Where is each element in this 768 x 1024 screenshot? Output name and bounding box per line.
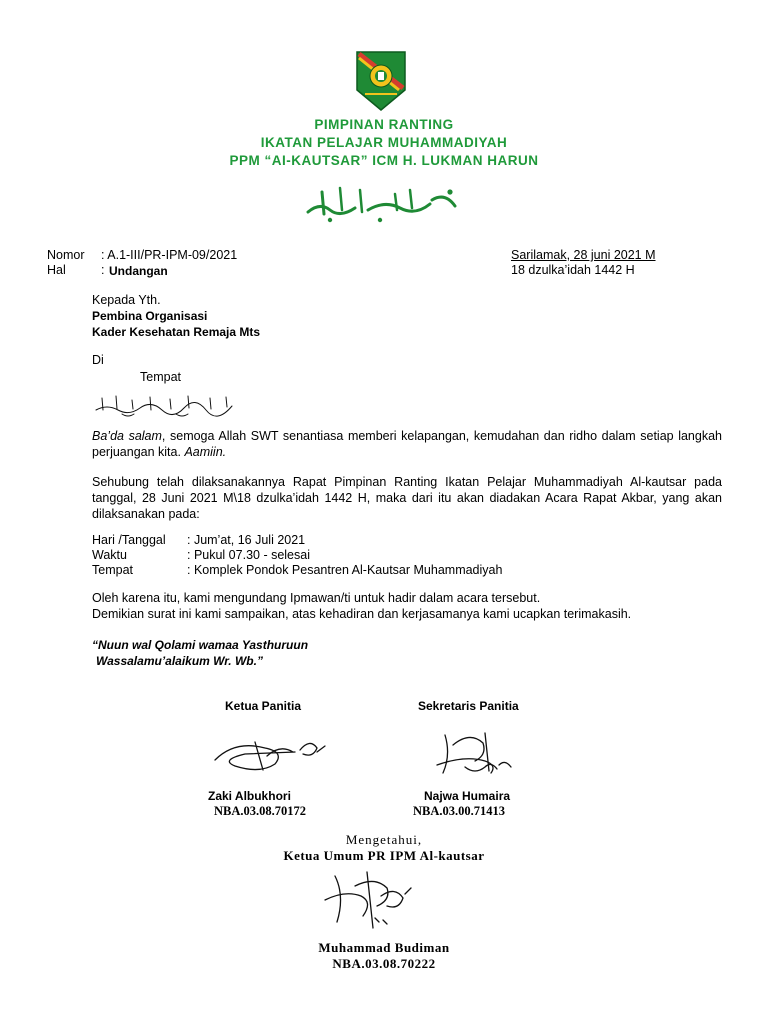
- motto-line1: “Nuun wal Qolami wamaa Yasthuruun: [92, 638, 309, 652]
- greeting-italic: Ba’da salam: [92, 429, 162, 443]
- detail-label-date: Hari /Tanggal: [92, 533, 166, 547]
- basmalah-calligraphy: [300, 182, 465, 227]
- right-signer-title: Sekretaris Panitia: [418, 699, 519, 713]
- nomor-label: Nomor: [47, 248, 85, 262]
- left-signer-name: Zaki Albukhori: [208, 789, 291, 803]
- recipient-tempat: Tempat: [140, 370, 181, 384]
- right-signer-nba: NBA.03.00.71413: [413, 804, 506, 818]
- detail-value-time: : Pukul 07.30 - selesai: [187, 548, 310, 562]
- closing-line1: Oleh karena itu, kami mengundang Ipmawan/ti untuk hadir dalam acara tersebut.: [92, 591, 541, 605]
- chair-title: Ketua Umum PR IPM Al-kautsar: [283, 848, 485, 863]
- greeting-amin: Aamiin.: [184, 445, 227, 459]
- chair-nba: NBA.03.08.70222: [332, 956, 436, 971]
- hal-label: Hal: [47, 263, 66, 277]
- recipient-line2: Kader Kesehatan Remaja Mts: [92, 325, 261, 339]
- right-signer-name: Najwa Humaira: [424, 789, 511, 803]
- detail-label-place: Tempat: [92, 563, 133, 577]
- org-header-line1: PIMPINAN RANTING: [314, 117, 454, 132]
- detail-value-place: : Komplek Pondok Pesantren Al-Kautsar Muhammadiyah: [187, 563, 503, 577]
- left-signature: [205, 730, 340, 780]
- announcement-paragraph: Sehubung telah dilaksanakannya Rapat Pimpinan Ranting Ikatan Pelajar Muhammadiyah Al-kautsar pada tanggal, 28 Juni 2021 M\18 dzulka’idah 1442 H, maka dari itu akan diadakan Acara Rapat Akbar, yang akan dilaksanakan pada:: [92, 475, 722, 521]
- ipm-logo: [355, 50, 407, 112]
- recipient-greeting: Kepada Yth.: [92, 293, 161, 307]
- detail-value-date: : Jum’at, 16 Juli 2021: [187, 533, 306, 547]
- hal-colon: :: [101, 263, 105, 277]
- closing-line2: Demikian surat ini kami sampaikan, atas kehadiran dan kerjasamanya kami ucapkan terimakasih.: [92, 607, 632, 621]
- nomor-value: : A.1-III/PR-IPM-09/2021: [101, 248, 238, 262]
- salam-calligraphy: [92, 392, 242, 420]
- date-hijri: 18 dzulka’idah 1442 H: [511, 263, 635, 277]
- date-gregorian: Sarilamak, 28 juni 2021 M: [511, 248, 656, 262]
- mengetahui-label: Mengetahui,: [345, 832, 423, 847]
- left-signer-title: Ketua Panitia: [225, 699, 302, 713]
- recipient-line1: Pembina Organisasi: [92, 309, 208, 323]
- detail-label-time: Waktu: [92, 548, 127, 562]
- recipient-di: Di: [92, 353, 104, 367]
- chair-name: Muhammad Budiman: [318, 940, 450, 955]
- greeting-text: , semoga Allah SWT senantiasa memberi kelapangan, kemudahan dan ridho dalam setiap langkah perjuangan kita.: [92, 429, 722, 459]
- greeting-paragraph: [92, 428, 722, 460]
- right-signature: [425, 725, 525, 783]
- hal-value: Undangan: [109, 264, 168, 278]
- org-header-line2: IKATAN PELAJAR MUHAMMADIYAH: [260, 135, 508, 150]
- left-signer-nba: NBA.03.08.70172: [214, 804, 307, 818]
- org-header-line3: PPM “AI-KAUTSAR” ICM H. LUKMAN HARUN: [229, 153, 539, 168]
- chair-signature: [315, 866, 425, 934]
- motto-line2: Wassalamu’alaikum Wr. Wb.”: [96, 654, 263, 668]
